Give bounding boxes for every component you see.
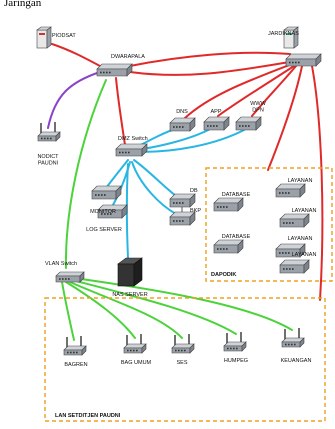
app-label: APP <box>210 109 222 115</box>
link-jardiknas-dapodik <box>268 66 302 170</box>
keuangan-label: KEUANGAN <box>280 358 312 364</box>
jardiknas-label: JARDIKNAS <box>268 31 299 37</box>
dwarapala-router-icon <box>97 64 132 76</box>
www-server-icon <box>236 117 261 130</box>
dapodik-layanan-4-icon <box>280 260 309 273</box>
log-label: LOG SERVER <box>86 227 122 233</box>
dapodik-group-box <box>206 168 332 281</box>
dapodik-item-label-3: LAYANAN <box>291 208 317 214</box>
dapodik-database-1-icon <box>214 198 243 211</box>
vlan-switch-icon <box>56 272 84 282</box>
nas-server-icon <box>118 258 142 286</box>
ses-ap-icon-body <box>172 344 194 353</box>
bagumum-ap-icon-body <box>124 344 146 353</box>
dapodik-database-2-icon <box>214 240 243 253</box>
link-vlan-bagren <box>62 282 74 340</box>
lan-group-label: LAN SETDITJEN PAUDNI <box>55 413 121 419</box>
dapodik-group-label: DAPODIK <box>211 272 237 278</box>
db-label: DB <box>190 188 198 194</box>
bagren-label: BAGREN <box>64 362 88 368</box>
dapodik-item-label-4: DATABASE <box>221 234 251 240</box>
dapodik-item-label-5: LAYANAN <box>287 236 313 242</box>
link-vlan-bagumum <box>66 282 135 338</box>
monitor-server-icon <box>92 186 121 199</box>
link-dwarapala-nodict <box>48 72 100 128</box>
link-jardiknas-dns <box>185 64 292 118</box>
nas-label: NAS SERVER <box>112 292 148 298</box>
humpeg-ap-icon-body <box>224 342 246 351</box>
link-vlan-humpeg <box>72 280 236 334</box>
link-dmz-monitor <box>106 160 128 188</box>
link-piodsat-dwarapala <box>52 44 100 66</box>
www-label: WWW DPN <box>250 101 266 114</box>
dns-label: DNS <box>176 109 188 115</box>
page-title: Jaringan <box>4 0 42 9</box>
bkp-label: BKP <box>190 208 202 214</box>
dapodik-layanan-1-icon <box>276 184 305 197</box>
dmz-switch-icon <box>116 144 147 156</box>
vlan-label: VLAN Switch <box>45 261 78 267</box>
link-dwarapala-vlan <box>66 80 106 268</box>
piodsat-label: PIODSAT <box>52 33 76 39</box>
dwarapala-label: DWARAPALA <box>111 54 145 60</box>
link-jardiknas-lan <box>312 66 322 300</box>
keuangan-ap-icon-body <box>282 338 304 347</box>
link-dmz-www <box>140 130 244 152</box>
monitor-label: MONITOR <box>90 209 116 215</box>
link-dwarapala-jardiknas <box>130 53 290 66</box>
jardiknas-switch-icon <box>286 54 321 66</box>
link-vlan-ses <box>70 282 182 338</box>
ses-label: SES <box>176 360 188 366</box>
link-dmz-bkp <box>132 162 176 214</box>
dapodik-item-label-2: LAYANAN <box>287 178 313 184</box>
humpeg-label: HUMPEG <box>223 358 249 364</box>
dapodik-item-label-6: LAYANAN <box>291 252 317 258</box>
link-vlan-keuangan <box>74 278 292 330</box>
nodict-ap-icon-body <box>38 132 60 141</box>
link-dwarapala-dmz <box>116 78 125 145</box>
dapodik-item-label-1: DATABASE <box>221 192 251 198</box>
dns-server-icon <box>170 118 195 131</box>
bagumum-label: BAG UMUM <box>120 360 152 366</box>
piodsat-server-icon <box>37 27 51 48</box>
dapodik-layanan-2-icon <box>280 214 309 227</box>
app-server-icon <box>204 117 229 130</box>
db-server-icon <box>170 194 195 207</box>
bagren-ap-icon-body <box>64 346 86 355</box>
dmz-label: DMZ Switch <box>118 136 148 142</box>
nodict-label: NODICT PAUDNI <box>37 154 59 167</box>
